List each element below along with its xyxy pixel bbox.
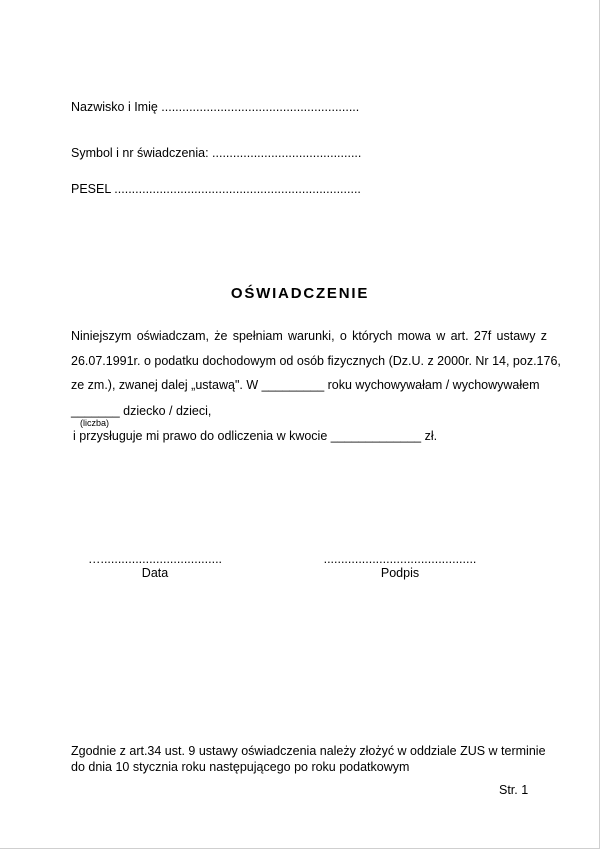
page-number: Str. 1 — [499, 783, 529, 797]
benefit-symbol-field: Symbol i nr świadczenia: ........................................... — [71, 146, 362, 160]
body-line-1: Niniejszym oświadczam, że spełniam warunki, o których mowa w art. 27f ustawy z — [71, 329, 547, 343]
signature-line: ............................................ — [323, 552, 477, 566]
body-line-4: _______ dziecko / dzieci, — [71, 404, 212, 418]
footer-note-line-1: Zgodnie z art.34 ust. 9 ustawy oświadczenia należy złożyć w oddziale ZUS w terminie — [71, 744, 546, 758]
document-title: OŚWIADCZENIE — [230, 285, 370, 302]
date-label: Data — [141, 566, 169, 580]
date-signature-line: …................................... — [87, 552, 223, 566]
name-field: Nazwisko i Imię ......................................................... — [71, 100, 360, 114]
footer-note-line-2: do dnia 10 stycznia roku następującego po roku podatkowym — [71, 760, 410, 774]
count-note: (liczba) — [80, 418, 110, 428]
body-line-3: ze zm.), zwanej dalej „ustawą". W _________ roku wychowywałam / wychowywałem — [71, 378, 540, 392]
body-line-5: i przysługuje mi prawo do odliczenia w kwocie _____________ zł. — [73, 429, 438, 443]
pesel-field: PESEL ....................................................................... — [71, 182, 361, 196]
body-line-2: 26.07.1991r. o podatku dochodowym od osób fizycznych (Dz.U. z 2000r. Nr 14, poz.176, — [71, 354, 561, 368]
signature-label: Podpis — [380, 566, 420, 580]
